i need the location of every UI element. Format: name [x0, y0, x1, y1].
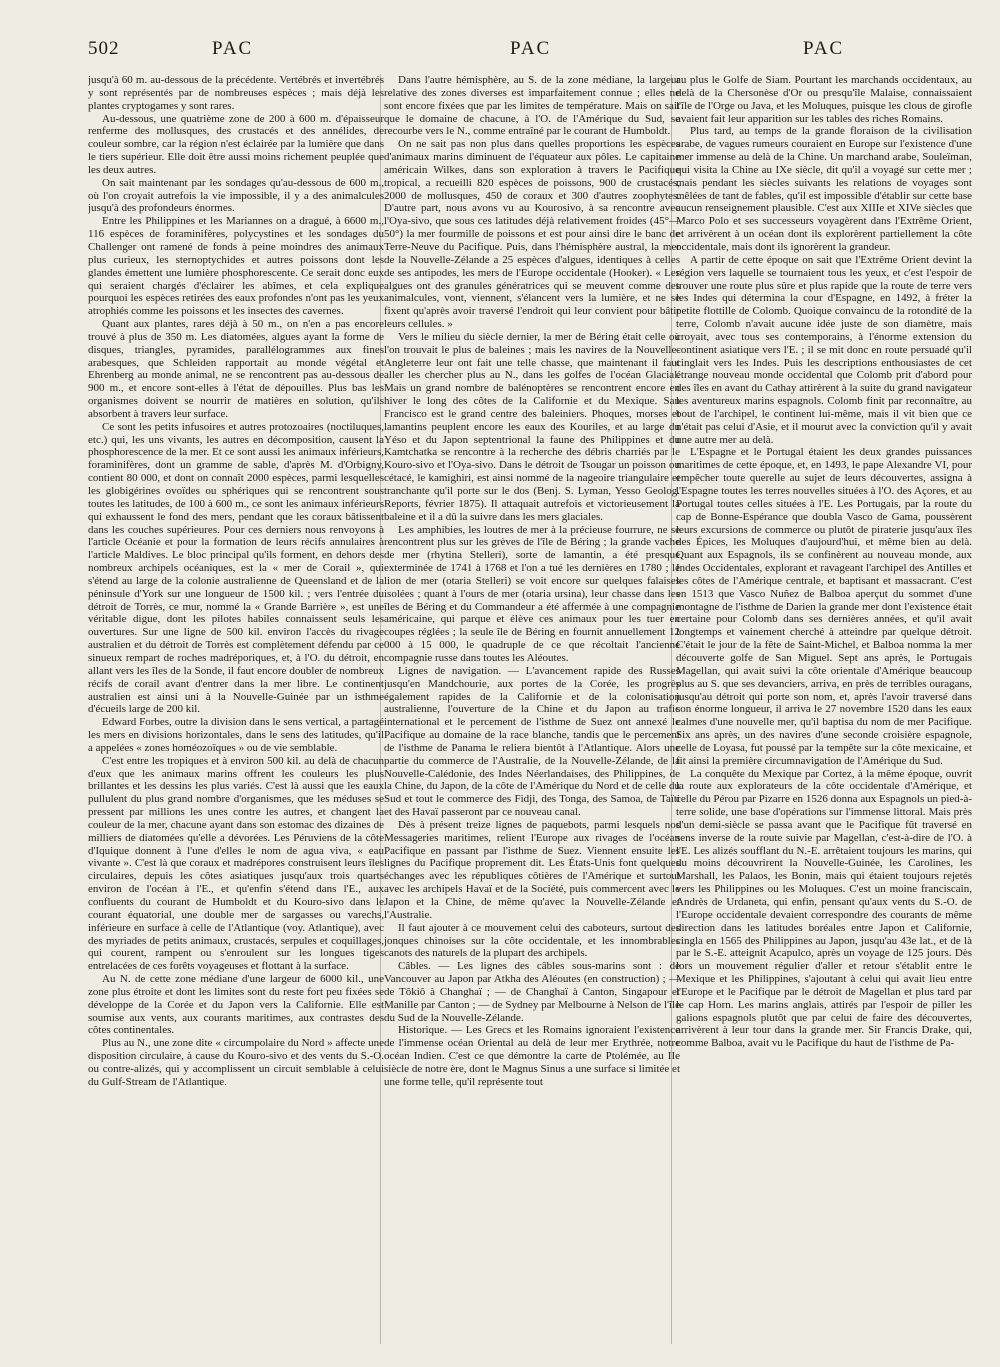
running-headword-center: PAC — [510, 38, 552, 59]
paragraph: au plus le Golfe de Siam. Pourtant les marchands occidentaux, au delà de la Chersonèse d'Or ou presqu'île Malaise, connaissaient l'île de l'Orge ou Java, et les Moluques, puisque les clous de girofle avaient fait leur apparition sur les tables des riches Romains. — [676, 74, 972, 125]
paragraph: Ce sont les petits infusoires et autres protozoaires (noctiluques, etc.) qui, les uns vivants, les autres en décomposition, causent la phosphorescence de la mer. Et ce sont aussi les animaux inférieurs, foraminifères, dont un gramme de sable, d'après M. d'Orbigny, contient 80 000, et dont on connaît 2000 espèces, parmi lesquelles les globigérines ovoïdes ou sphériques qui se rencontrent sous toutes les latitudes, de 100 à 600 m., ce sont les animaux inférieurs qui exhaussent le fond des mers, pendant que les coraux bâtissent dans les couches supérieures. Pour ces derniers nous renvoyons à l'article Océanie et pour la formation de leurs récifs annulaires à l'article Maldives. Le bloc principal qu'ils forment, en dehors des nombreux archipels océaniques, est la « mer de Corail », qui s'étend au large de la colonie australienne de Queensland et de la péninsule d'York sur une longueur de 1500 kil. ; vers l'entrée du détroit de Torrès, ce mur, nommé la « Grande Barrière », est une véritable digue, dont les pilotes habiles connaissent seuls les ouvertures. Sur une ligne de 500 kil. environ l'accès du rivage australien et du détroit de Torrès est complètement défendu par ce sinueux rempart de roches madréporiques, et, à l'O. du détroit, en allant vers les îles de la Sonde, il faut encore doubler de nombreux récifs de corail avant d'entrer dans la mer libre. Le continent australien est ainsi uni à la Nouvelle-Guinée par un isthme d'écueils large de 200 kil. — [88, 420, 384, 716]
paragraph: jusqu'à 60 m. au-dessous de la précédente. Vertébrés et invertébrés y sont représentés par de nombreuses espèces ; mais déjà les plantes cryptogames y sont rares. — [88, 74, 384, 112]
paragraph: La conquête du Mexique par Cortez, à la même époque, ouvrit la route aux explorateurs de la côte occidentale d'Amérique, et celle du Pérou par Pizarre en 1526 donna aux Espagnols un pied-à-terre solide, une base d'opérations sur l'immense littoral. Mais près d'un demi-siècle se passa avant que le Pacifique fût traversé en sens inverse de la route suivie par Magellan, c'est-à-dire de l'O. à l'E. Les alizés soufflant du N.-E. arrêtaient toujours les marins, qui du moins découvrirent la Nouvelle-Guinée, les Carolines, les Marshall, les Palaos, les Bonin, mais qui étaient toujours rejetés vers les Philippines ou les Moluques. C'est un moine franciscain, Andrès de Urdaneta, qui enfin, pensant qu'aux vents du S.-O. de l'Europe occidentale devaient correspondre des courants de même direction dans les latitudes boréales entre Japon et Californie, cingla en 1565 des Philippines au Japon, jusqu'au 43e lat., et de là par le S.-E. atteignit Acapulco, après un voyage de 125 jours. Dès lors un mouvement régulier d'aller et retour s'établit entre le Mexique et les Philippines, s'ajoutant à celui qui avait lieu entre l'Europe et le Pacifique par le détroit de Magellan et plus tard par le cap Horn. Les marins anglais, attirés par l'espoir de piller les galions espagnols plutôt que par celui de faire des découvertes, arrivèrent à leur tour dans la grande mer. Sir Francis Drake, qui, comme Balboa, avait vu le Pacifique du haut de l'isthme de Pa- — [676, 767, 972, 1050]
running-headword-left: PAC — [212, 38, 254, 59]
paragraph: C'est entre les tropiques et à environ 500 kil. au delà de chacun d'eux que les animaux marins offrent les couleurs les plus brillantes et les dessins les plus variés. C'est là aussi que les eaux pullulent du plus grand nombre d'organismes, que les méduses se pressent par millions les unes contre les autres, et changent la couleur de la mer, chacune ayant dans son estomac des dizaines de milliers de diatomées qu'elle a dévorées. Les Péruviens de la côte d'Iquique donnent à l'une d'elles le nom de agua viva, « eau vivante ». C'est là que coraux et madrépores construisent leurs îles circulaires, depuis les côtes asiatiques jusqu'aux trois quarts environ de l'océan à l'E., et qu'enfin s'étend dans l'E., aux confluents du courant de Humboldt et du Kouro-sivo dans le courant équatorial, une double mer de sargasses ou varechs, inférieure en surface à celle de l'Atlantique (voy. Atlantique), avec des myriades de petits animaux, crustacés, serpules et coquillages, qui courent, rampent ou s'enroulent sur les longues tiges entrelacées de ces forêts voyageuses et flottant à la surface. — [88, 754, 384, 973]
paragraph: Câbles. — Les lignes des câbles sous-marins sont : de Vancouver au Japon par Atkha des Aléoutes (en construction) ; — de Tôkiô à Changhaï ; — de Changhaï à Canton, Singapour et Manille par Canton ; — de Sydney par Melbourne à Nelson de l'île du Sud de la Nouvelle-Zélande. — [384, 960, 680, 1024]
paragraph: Historique. — Les Grecs et les Romains ignoraient l'existence de l'immense océan Oriental au delà de leur mer Erythrée, notre océan Indien. C'est ce que démontre la carte de Ptolémée, au IIe siècle de notre ère, dont le Magnus Sinus a une surface si limitée et une forme telle, qu'il représente tout — [384, 1024, 680, 1088]
paragraph: Vers le milieu du siècle dernier, la mer de Béring était celle où l'on trouvait le plus de baleines ; mais les navires de la Nouvelle-Angleterre leur ont fait une telle chasse, que maintenant il faut aller les chercher plus au N., dans les golfes de l'océan Glacial. Mais un grand nombre de balénoptères se rencontrent encore en hiver le long des côtes de la Californie et du Mexique. San Francisco est le grand centre des baleiniers. Phoques, morses et lamantins peuplent encore les eaux des Kouriles, et au large du Yéso et du Japon septentrional la faune des Philippines et du Kamtchatka se rencontre à la recherche des débris charriés par le Kouro-sivo et l'Oya-sivo. Dans le détroit de Tsougar un poisson ou cétacé, le kamighiri, est ainsi nommé de la nageoire triangulaire et tranchante qu'il porte sur le dos (Benj. S. Lyman, Yesso Geolog. Reports, février 1875). Il attaquait autrefois et victorieusement la baleine et il a dû la suivre dans les mers glaciales. — [384, 330, 680, 523]
paragraph: Entre les Philippines et les Mariannes on a dragué, à 6600 m., 116 espèces de foraminifères, polycystines et les sondages du Challenger ont ramené de fonds à peine moindres des animaux plus curieux, les sternoptychides et autres poissons dont les glandes émettent une lumière phosphorescente. Ce serait donc eux qui seraient chargés d'éclairer les abîmes, et cela explique pourquoi les espèces retirées des eaux profondes n'ont pas les yeux atrophiés comme les poissons et les insectes des cavernes. — [88, 215, 384, 318]
paragraph: Il faut ajouter à ce mouvement celui des caboteurs, surtout des jonques chinoises sur la côte occidentale, et les innombrables canots des naturels de la plupart des archipels. — [384, 921, 680, 960]
paragraph: Plus tard, au temps de la grande floraison de la civilisation arabe, de vagues rumeurs couraient en Europe sur l'existence d'une mer immense au delà de la Chine. Un marchand arabe, Souleïman, qui visita la Chine au IXe siècle, dit qu'il a voyagé sur cette mer ; mais pendant les siècles suivants les relations de voyages sont mêlées de tant de fables, qu'il est impossible d'établir sur cette base aucun renseignement plausible. C'est aux XIIIe et XIVe siècles que Marco Polo et ses successeurs voyagèrent dans l'Extrême Orient, et arrivèrent à un océan dont ils explorèrent partiellement la côte occidentale, mais dont ils ignorèrent la grandeur. — [676, 125, 972, 253]
paragraph: Dès à présent treize lignes de paquebots, parmi lesquels nos Messageries maritimes, relient l'Europe aux rivages de l'océan Pacifique en passant par l'isthme de Suez. Viennent ensuite les lignes du Pacifique proprement dit. Les États-Unis font quelques échanges avec les républiques côtières de l'Amérique et surtout avec les archipels Havaï et de la Société, puis commercent avec le Japon et la Chine, de même qu'avec la Nouvelle-Zélande et l'Australie. — [384, 818, 680, 921]
paragraph: Edward Forbes, outre la division dans le sens vertical, a partagé les mers en divisions horizontales, dans le sens des latitudes, qu'il a appelées « zones homéozoïques » ou de vie semblable. — [88, 716, 384, 754]
paragraph: Quant aux plantes, rares déjà à 50 m., on n'en a pas encore trouvé à plus de 350 m. Les diatomées, algues ayant la forme de disques, triangles, pyramides, parallélogrammes aux fines arabesques, que Schleiden rapportait au monde végétal et Ehrenberg au monde animal, ne se rencontrent pas au-dessous de 900 m., et encore sont-elles à l'état de dépouilles. Plus bas les organismes doivent se nourrir de matières en solution, qu'ils absorbent à travers leur surface. — [88, 318, 384, 420]
paragraph: Dans l'autre hémisphère, au S. de la zone médiane, la largeur relative des zones diverses est imparfaitement connue ; elles ne sont encore fixées que par les limites de température. Mais on sait que le domaine de chacune, à l'O. de l'Amérique du Sud, se recourbe vers le N., comme entraîné par le courant de Humboldt. — [384, 74, 680, 138]
page-number: 502 — [88, 38, 120, 59]
paragraph: Au N. de cette zone médiane d'une largeur de 6000 kil., une zone plus étroite et dont les limites sont du reste fort peu fixées se développe de la Corée et du Japon vers la Californie. Elle est soumise aux vents, aux courants maritimes, aux contrastes des côtes continentales. — [88, 973, 384, 1037]
paragraph: Plus au N., une zone dite « circumpolaire du Nord » affecte une disposition circulaire, à cause du Kouro-sivo et des vents du S.-O. ou contre-alizés, qui y accomplissent un circuit semblable à celui du Gulf-Stream de l'Atlantique. — [88, 1037, 384, 1088]
paragraph: On ne sait pas non plus dans quelles proportions les espèces d'animaux marins diminuent de l'équateur aux pôles. Le capitaine américain Wilkes, dans son exploration à travers le Pacifique tropical, a recueilli 820 espèces de poissons, 900 de crustacés, 2000 de mollusques, 450 de coraux et 300 d'autres zoophytes. D'autre part, nous avons vu au Kourosivo, à sa rencontre avec l'Oya-sivo, que sous ces latitudes déjà relativement froides (45°—50°) la mer fourmille de poissons et est pour ainsi dire le banc de Terre-Neuve du Pacifique. Puis, dans l'hémisphère austral, la mer de la Nouvelle-Zélande a 25 espèces d'algues, identiques à celles de ses antipodes, les mers de l'Europe occidentale (Hooker). « Les algues ont des granules génératrices qui se meuvent comme des animalcules, vont, viennent, s'élancent vers la lumière, et ne se fixent qu'après avoir traversé l'endroit qui leur convient pour bâtir leurs cellules. » — [384, 138, 680, 331]
running-headword-right: PAC — [803, 38, 845, 59]
text-column-1 — [88, 74, 384, 1364]
paragraph: Les amphibies, les loutres de mer à la précieuse fourrure, ne se rencontrent plus sur les grèves de l'île de Béring ; la grande vache de mer (rhytina Stelleri), sorte de lamantin, a été presque exterminée de 1741 à 1768 et l'on a tué les dernières en 1780 ; le lion de mer (otaria Stelleri) se voit encore sur quelques falaises isolées ; quant à l'ours de mer (otaria ursina), leur chasse dans les îles de Béring et du Commandeur a été affermée à une compagnie américaine, qui parque et élève ces animaux pour les tuer en coupes réglées ; la seule île de Béring en fournit annuellement 12 000 à 15 000, le quadruple de ce que récoltait l'ancienne compagnie russe dans toutes les Aléoutes. — [384, 523, 680, 664]
paragraph: L'Espagne et le Portugal étaient les deux grandes puissances maritimes de cette époque, et, en 1493, le pape Alexandre VI, pour empêcher toute querelle au sujet de leurs découvertes, assigna à l'Espagne toutes les terres nouvelles situées à l'O. des Açores, et au Portugal toutes celles situées à l'E. Les Portugais, par la route du cap de Bonne-Espérance que doubla Vasco de Gama, poussèrent leurs excursions de commerce ou plutôt de piraterie jusqu'aux îles des Épices, les Moluques d'aujourd'hui, et même bien au delà. Quant aux Espagnols, ils se confinèrent au nouveau monde, aux Indes Occidentales, explorant et ravageant l'archipel des Antilles et les côtes de l'Amérique centrale, et baptisant et massacrant. C'est en 1513 que Vasco Nuñez de Balboa aperçut du sommet d'une montagne de l'isthme de Darien la grande mer dont l'existence était certaine pour Colomb dans ses dernières années, et qu'il avait longtemps et vainement cherché à atteindre par quelque détroit. C'était le jour de la fête de Saint-Michel, et Balboa nomma la mer découverte golfe de San Miguel. Sept ans après, le Portugais Magellan, qui avait suivi la côte orientale d'Amérique beaucoup plus au S. que ses devanciers, arriva, en près de terribles ouragans, jusqu'au détroit qui porte son nom, et, après l'avoir traversé dans son énorme longueur, il arriva le 27 novembre 1520 dans les eaux calmes d'une nouvelle mer, qu'il baptisa du nom de mer Pacifique. Six ans après, un des navires d'une seconde croisière espagnole, celle de Loyasa, fut poussé par la tempête sur la côte mexicaine, et fit ainsi la première circumnavigation de l'Amérique du Sud. — [676, 446, 972, 767]
text-column-3 — [676, 74, 972, 1364]
text-column-2 — [384, 74, 680, 1364]
page-header — [0, 38, 1000, 68]
paragraph: Au-dessous, une quatrième zone de 200 à 600 m. d'épaisseur renferme des mollusques, des crustacés et des annélides, de couleur sombre, car la région n'est éclairée par la lumière que dans le tiers supérieur. Elle doit être aussi moins richement peuplée que les deux autres. — [88, 112, 384, 176]
paragraph: A partir de cette époque on sait que l'Extrême Orient devint la région vers laquelle se tournaient tous les yeux, et c'est l'espoir de trouver une route plus sûre et plus rapide que la route de terre vers les Indes qui détermina la cour d'Espagne, en 1492, à fréter la petite flottille de Colomb. Quoique convaincu de la rotondité de la terre, Colomb n'avait aucune idée juste de son diamètre, mais croyait, avec tous ses contemporains, à l'énorme extension du continent asiatique vers l'E. ; il se mit donc en route persuadé qu'il cinglait vers les Indes. Puis les descriptions enthousiastes de cet étrange nouveau monde occidental que Colomb prit d'abord pour des îles en avant du Cathay attirèrent à la suite du grand navigateur les aventureux marins espagnols. Colomb finit par reconnaître, au bout de l'archipel, le continent lui-même, mais il vit bien que ce n'était pas celui d'Asie, et il mourut avec la conviction qu'il y avait une autre mer au delà. — [676, 253, 972, 446]
paragraph: On sait maintenant par les sondages qu'au-dessous de 600 m., où l'on croyait autrefois la vie impossible, il y a des animalcules jusqu'à des profondeurs énormes. — [88, 176, 384, 215]
paragraph: Lignes de navigation. — L'avancement rapide des Russes jusqu'en Mandchourie, aux portes de la Corée, les progrès également rapides de la Californie et de la colonisation australienne, l'ouverture de la Chine et du Japon au trafic international et le percement de l'isthme de Suez ont annexé le Pacifique au domaine de la race blanche, tandis que le percement de l'isthme de Panama le reliera bientôt à l'Atlantique. Alors une partie du commerce de l'Australie, de la Nouvelle-Zélande, de la Nouvelle-Calédonie, des Indes Néerlandaises, des Philippines, de la Chine, du Japon, de la côte de l'Amérique du Nord et de celle du Sud et tout le commerce des Fidji, des Tonga, des Samoa, de Taïti et des Havaï passeront par ce nouveau canal. — [384, 664, 680, 819]
